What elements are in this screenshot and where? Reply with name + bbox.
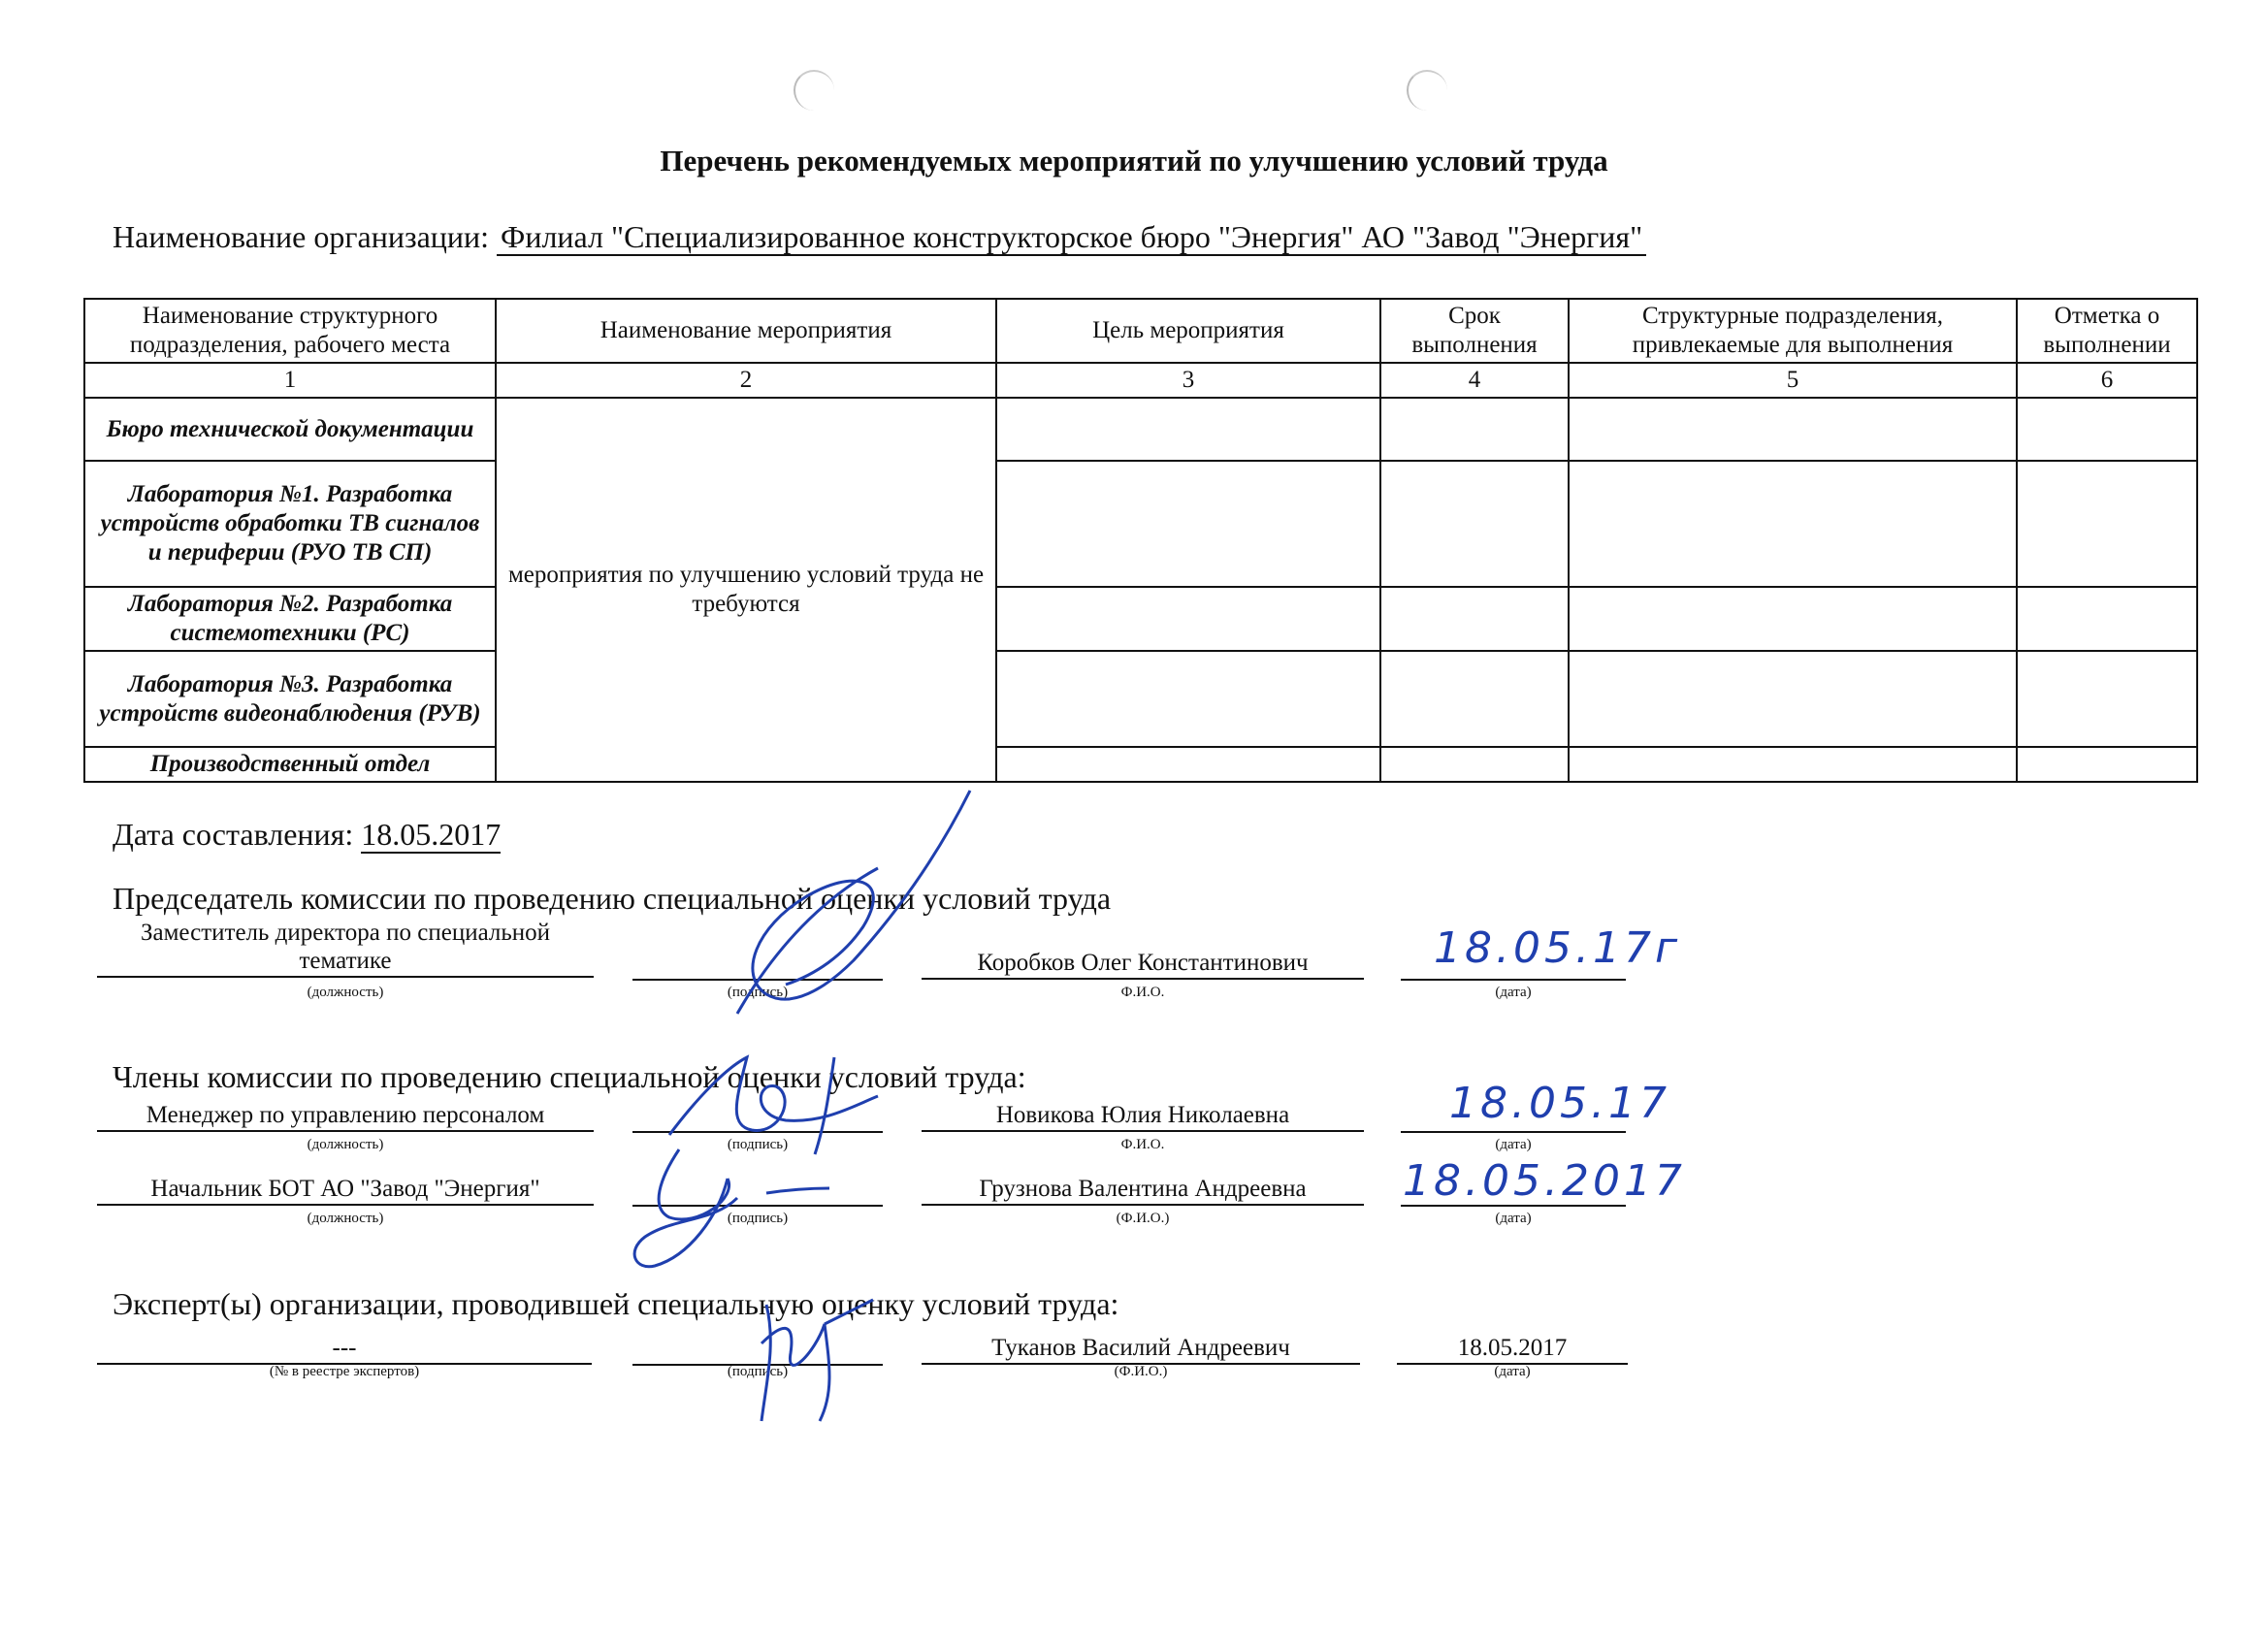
caption-name: (Ф.И.О.)	[1116, 1211, 1170, 1226]
caption-name: (Ф.И.О.)	[1114, 1364, 1168, 1379]
caption-date: (дата)	[1495, 1137, 1532, 1152]
empty-cell	[1380, 651, 1569, 747]
empty-cell	[1380, 747, 1569, 782]
document-title: Перечень рекомендуемых мероприятий по улучшению условий труда	[660, 144, 1608, 178]
organization-line	[113, 219, 1646, 255]
empty-cell	[2017, 651, 2197, 747]
expert-registry-number: ---	[97, 1335, 592, 1365]
punch-hole-mark-right	[1407, 70, 1447, 111]
table-row	[84, 587, 2197, 651]
date-compiled-label: Дата составления:	[113, 817, 354, 852]
caption-signature: (подпись)	[727, 1137, 789, 1152]
organization-label: Наименование организации:	[113, 219, 490, 254]
department-cell: Производственный отдел	[84, 747, 496, 782]
table-row	[84, 461, 2197, 587]
caption-registry: (№ в реестре экспертов)	[269, 1364, 420, 1379]
empty-cell	[2017, 461, 2197, 587]
expert-signature	[737, 1285, 883, 1431]
chairman-name: Коробков Олег Константинович	[922, 950, 1364, 980]
empty-cell	[2017, 747, 2197, 782]
member-1-name: Новикова Юлия Николаевна	[922, 1102, 1364, 1132]
caption-name: Ф.И.О.	[1120, 985, 1165, 1000]
department-cell: Лаборатория №2. Разработка системотехники (РС)	[84, 587, 496, 651]
table-number-row	[84, 363, 2197, 398]
member-1-date-line	[1401, 1131, 1626, 1133]
table-row	[84, 747, 2197, 782]
empty-cell	[996, 398, 1380, 461]
header-cell: Отметка о выполнении	[2017, 299, 2197, 363]
chairman-date-line	[1401, 979, 1626, 981]
empty-cell	[1569, 747, 2017, 782]
caption-position: (должность)	[307, 1137, 384, 1152]
caption-date: (дата)	[1495, 985, 1532, 1000]
empty-cell	[1380, 398, 1569, 461]
empty-cell	[996, 587, 1380, 651]
table-row	[84, 651, 2197, 747]
empty-cell	[1569, 651, 2017, 747]
column-number: 4	[1380, 363, 1569, 398]
caption-date: (дата)	[1494, 1364, 1531, 1379]
empty-cell	[996, 747, 1380, 782]
empty-cell	[1380, 461, 1569, 587]
punch-hole-mark-left	[794, 70, 834, 111]
header-cell: Структурные подразделения, привлекаемые для выполнения	[1569, 299, 2017, 363]
member-2-handwritten-date: 18.05.2017	[1403, 1156, 1686, 1206]
caption-date: (дата)	[1495, 1211, 1532, 1226]
empty-cell	[2017, 587, 2197, 651]
column-number: 2	[496, 363, 996, 398]
column-number: 1	[84, 363, 496, 398]
column-number: 3	[996, 363, 1380, 398]
column-number: 6	[2017, 363, 2197, 398]
header-cell: Наименование мероприятия	[496, 299, 996, 363]
table-row	[84, 398, 2197, 461]
member-1-position: Менеджер по управлению персоналом	[97, 1102, 594, 1132]
organization-name: Филиал "Специализированное конструкторское бюро "Энергия" АО "Завод "Энергия"	[497, 219, 1646, 256]
member-2-name: Грузнова Валентина Андреевна	[922, 1176, 1364, 1206]
chairman-position: Заместитель директора по специальной тематике	[97, 920, 594, 978]
caption-signature: (подпись)	[727, 1211, 789, 1226]
caption-position: (должность)	[307, 1211, 384, 1226]
member-2-position: Начальник БОТ АО "Завод "Энергия"	[97, 1176, 594, 1206]
header-cell: Наименование структурного подразделения, рабочего места	[84, 299, 496, 363]
empty-cell	[996, 461, 1380, 587]
member-2-signature	[621, 1140, 854, 1276]
empty-cell	[1380, 587, 1569, 651]
caption-signature: (подпись)	[727, 1364, 789, 1379]
caption-signature: (подпись)	[727, 985, 789, 1000]
table-header-row	[84, 299, 2197, 363]
header-cell: Цель мероприятия	[996, 299, 1380, 363]
department-cell: Лаборатория №3. Разработка устройств видеонаблюдения (РУВ)	[84, 651, 496, 747]
header-cell: Срок выполнения	[1380, 299, 1569, 363]
date-compiled-value: 18.05.2017	[361, 817, 502, 852]
members-heading: Члены комиссии по проведению специальной оценки условий труда:	[113, 1059, 1026, 1094]
expert-name: Туканов Василий Андреевич	[922, 1335, 1360, 1365]
caption-position: (должность)	[307, 985, 384, 1000]
empty-cell	[1569, 398, 2017, 461]
measures-table	[83, 298, 2198, 783]
chairman-heading: Председатель комиссии по проведению специальной оценки условий труда	[113, 881, 1112, 916]
empty-cell	[1569, 461, 2017, 587]
empty-cell	[1569, 587, 2017, 651]
department-cell: Бюро технической документации	[84, 398, 496, 461]
measure-cell: мероприятия по улучшению условий труда не требуются	[496, 398, 996, 782]
column-number: 5	[1569, 363, 2017, 398]
empty-cell	[2017, 398, 2197, 461]
department-cell: Лаборатория №1. Разработка устройств обработки ТВ сигналов и периферии (РУО ТВ СП)	[84, 461, 496, 587]
member-1-handwritten-date: 18.05.17	[1449, 1079, 1670, 1128]
expert-date: 18.05.2017	[1397, 1335, 1628, 1365]
caption-name: Ф.И.О.	[1120, 1137, 1165, 1152]
date-compiled-line	[113, 817, 501, 853]
experts-heading: Эксперт(ы) организации, проводившей специальную оценку условий труда:	[113, 1286, 1119, 1321]
empty-cell	[996, 651, 1380, 747]
chairman-signature	[698, 781, 989, 1033]
chairman-handwritten-date: 18.05.17г	[1434, 923, 1682, 973]
